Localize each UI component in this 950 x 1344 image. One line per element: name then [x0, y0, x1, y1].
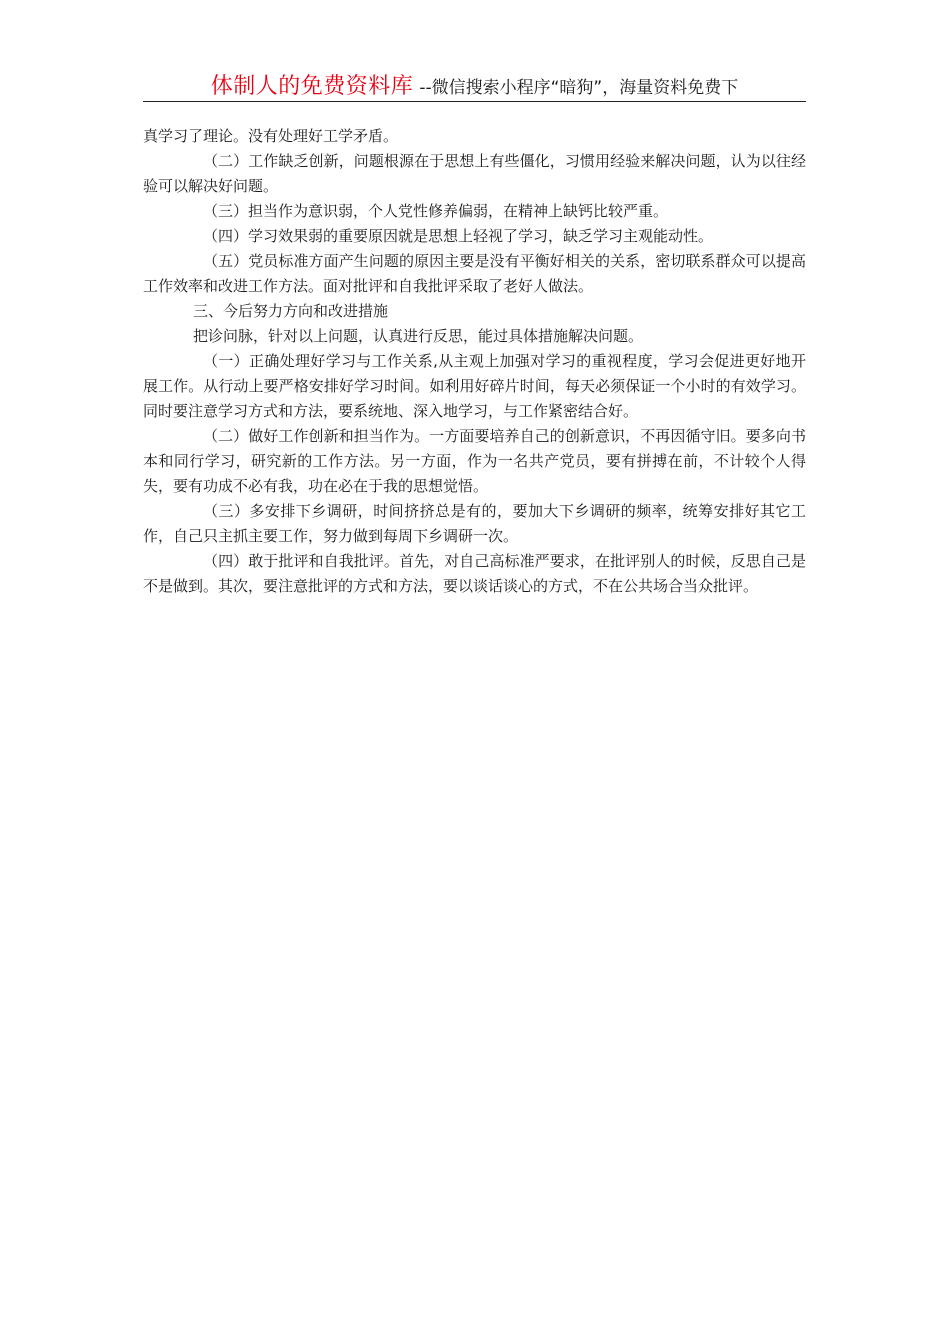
- paragraph-1: 真学习了理论。没有处理好工学矛盾。: [143, 127, 399, 145]
- header-subtitle: --微信搜索小程序“暗狗”，海量资料免费下: [419, 78, 739, 98]
- paragraph-7: 把诊问脉，针对以上问题，认真进行反思，能过具体措施解决问题。: [193, 327, 644, 345]
- document-body: [143, 124, 806, 599]
- paragraph-2: （二）工作缺乏创新，问题根源在于思想上有些僵化，习惯用经验来解决问题，认为以往经验可以解决好问题。: [143, 152, 806, 195]
- section-heading: 三、今后努力方向和改进措施: [193, 302, 389, 320]
- paragraph-9: （二）做好工作创新和担当作为。一方面要培养自己的创新意识，不再因循守旧。要多向书本和同行学习，研究新的工作方法。另一方面，作为一名共产党员，要有拼搏在前，不计较个人得失，要有功成不必有我，功在必在于我的思想觉悟。: [143, 427, 806, 495]
- paragraph-3: （三）担当作为意识弱，个人党性修养偏弱，在精神上缺钙比较严重。: [203, 202, 669, 220]
- page-header: [143, 70, 806, 102]
- header-brand: 体制人的免费资料库: [210, 74, 414, 99]
- paragraph-4: （四）学习效果弱的重要原因就是思想上轻视了学习，缺乏学习主观能动性。: [203, 227, 714, 245]
- paragraph-11: （四）敢于批评和自我批评。首先，对自己高标准严要求，在批评别人的时候，反思自己是不是做到。其次，要注意批评的方式和方法，要以谈话谈心的方式，不在公共场合当众批评。: [143, 552, 806, 595]
- paragraph-8: （一）正确处理好学习与工作关系,从主观上加强对学习的重视程度，学习会促进更好地开展工作。从行动上要严格安排好学习时间。如利用好碎片时间，每天必须保证一个小时的有效学习。同时要注意学习方式和方法，要系统地、深入地学习，与工作紧密结合好。: [143, 352, 806, 420]
- paragraph-10: （三）多安排下乡调研，时间挤挤总是有的，要加大下乡调研的频率，统筹安排好其它工作，自己只主抓主要工作，努力做到每周下乡调研一次。: [143, 502, 806, 545]
- paragraph-5: （五）党员标准方面产生问题的原因主要是没有平衡好相关的关系，密切联系群众可以提高工作效率和改进工作方法。面对批评和自我批评采取了老好人做法。: [143, 252, 806, 295]
